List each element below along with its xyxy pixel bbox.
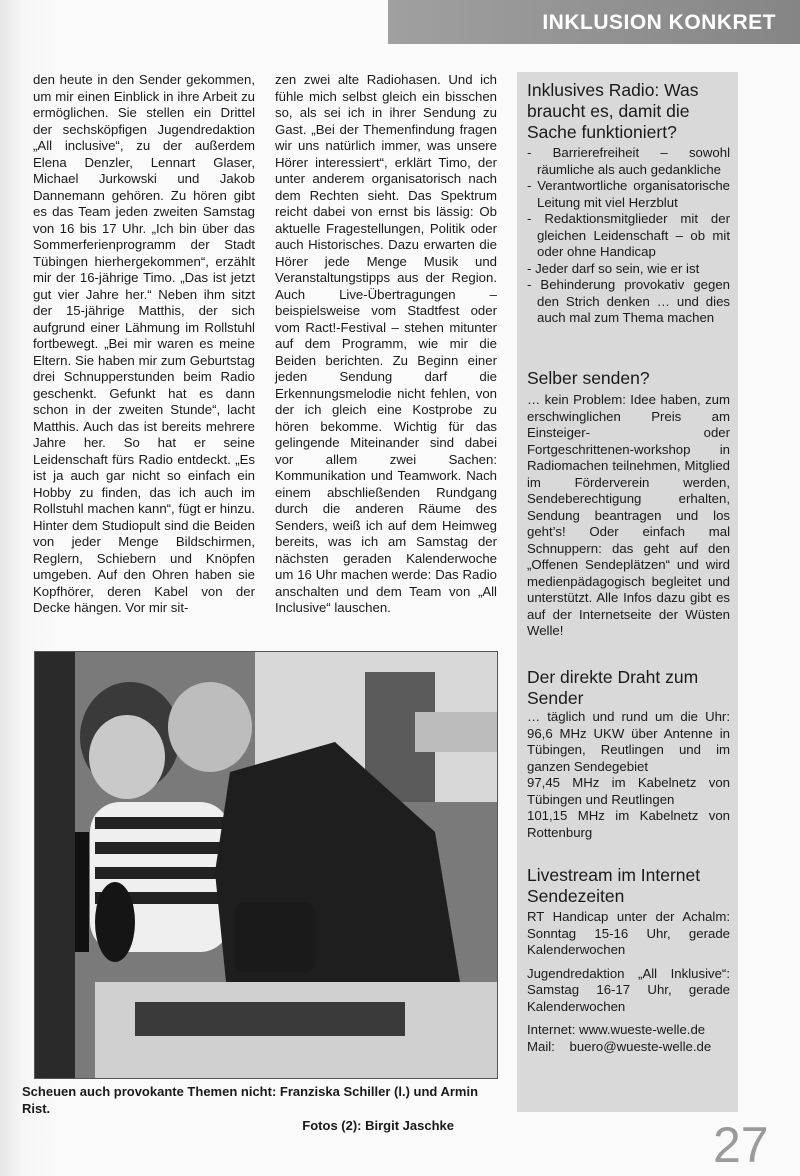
studio-photo	[34, 651, 498, 1079]
sidebar-schedule: RT Handicap unter der Achalm: Sonntag 15-16 Uhr, gerade Kalenderwochen	[527, 909, 730, 957]
photo-illustration	[35, 652, 497, 1078]
article-column-2	[275, 72, 497, 617]
info-sidebar	[517, 72, 738, 1112]
sidebar-frequency-line: 101,15 MHz im Kabelnetz von Rottenburg	[527, 808, 730, 840]
sidebar-schedule: Jugendredaktion „All Inklusive“: Samstag 16-17 Uhr, gerade Kalenderwochen	[527, 965, 730, 1014]
sidebar-heading: Livestream im Internet Sendezeiten	[527, 865, 701, 906]
page-number: 27	[713, 1117, 769, 1173]
article-text: den heute in den Sender gekommen, um mir einen Einblick in ihre Arbeit zu ermöglichen. Sie stellen ein Drittel der sechsköpfigen Jugendredaktion „All inclusive“, zu der außerdem Elena Denzler, Lennart Glaser, Michael Jurkowski und Jakob Dannemann gehören. Zu hören gibt es das Team jeden zweiten Samstag von 16 bis 17 Uhr. „Ich bin über das Sommerferienprogramm der Stadt Tübingen hierhergekommen“, erzählt mir der 16-jährige Timo. „Das ist jetzt gut vier Jahre her.“ Neben ihm sitzt der 15-jährige Matthis, der sich aufgrund einer Lähmung im Rollstuhl fortbewegt. „Bei mir waren es meine Eltern. Sie haben mir zum Geburtstag drei Schnupperstunden beim Radio geschenkt. Gefunkt hat es dann schon in der zweiten Stunde“, lacht Matthis. Auch das ist bereits mehrere Jahre her. So hat er seine Leidenschaft fürs Radio entdeckt. „Es ist ja auch gar nicht so einfach ein Hobby zu finden, das ich auch im Rollstuhl machen kann“, fügt er hinzu. Hinter dem Studiopult sind die Beiden von jeder Menge Bildschirmen, Reglern, Schiebern und Knöpfen umgeben. Auf den Ohren haben sie Kopfhörer, deren Kabel von der Decke hängen. Vor mir sit-	[33, 72, 255, 615]
sidebar-box-inclusive-radio	[527, 80, 730, 327]
list-item: - Redaktionsmitglieder mit der gleichen Leidenschaft – ob mit oder ohne Handicap	[527, 211, 730, 259]
list-item: - Verantwortliche organisatorische Leitung mit viel Herzblut	[527, 178, 730, 210]
list-item: - Behinderung provokativ gegen den Strich denken … und dies auch mal zum Thema machen	[527, 277, 730, 325]
sidebar-heading: Selber senden?	[527, 368, 650, 388]
sidebar-heading: Inklusives Radio: Was braucht es, damit die Sache funktioniert?	[527, 80, 699, 142]
article-text: zen zwei alte Radiohasen. Und ich fühle mich selbst gleich ein bisschen so, als sei ich in ihrer Sendung zu Gast. „Bei der Themenfindung fragen wir uns natürlich immer, was unsere Hörer interessiert“, erklärt Timo, der unter anderem organisatorisch nach dem Rechten sieht. Das Spektrum reicht dabei von ernst bis lässig: Ob aktuelle Fragestellungen, Politik oder auch Historisches. Dazu erwarten die Hörer jede Menge Musik und Veranstaltungstipps aus der Region. Auch Live-Übertragungen – beispielsweise vom Stadtfest oder vom Ract!-Festival – stehen mitunter auf dem Programm, wie mir die Beiden berichten. Zu Beginn einer jeden Sendung darf die Erkennungsmelodie nicht fehlen, von der ich gleich eine Kostprobe zu hören bekomme. Wichtig für das gelingende Miteinander sind dabei vor allem zwei Sachen: Kommunikation und Teamwork. Nach einem abschließenden Rundgang durch die anderen Räume des Senders, weiß ich auf dem Heimweg bereits, was ich am Samstag der nächsten geraden Kalenderwoche um 16 Uhr machen werde: Das Radio anschalten und dem Team von „All Inclusive“ lauschen.	[275, 72, 497, 615]
sidebar-body: … täglich und rund um die Uhr: 96,6 MHz UKW über Antenne in Tübingen, Reutlingen und im ganzen Sendegebiet	[527, 709, 730, 774]
caption-text: Scheuen auch provokante Themen nicht: Franziska Schiller (l.) und Armin Rist.	[22, 1084, 479, 1116]
sidebar-box-livestream	[527, 865, 730, 1055]
section-title: INKLUSION KONKRET	[542, 11, 776, 34]
section-header-band	[388, 0, 800, 44]
sidebar-heading: Der direkte Draht zum Sender	[527, 667, 699, 708]
list-item: - Barrierefreiheit – sowohl räumliche als auch gedankliche	[527, 145, 730, 177]
email-link[interactable]: Mail: buero@wueste-welle.de	[527, 1038, 712, 1054]
website-link[interactable]: Internet: www.wueste-welle.de	[527, 1022, 706, 1037]
sidebar-body: … kein Problem: Idee haben, zum erschwinglichen Preis am Einsteiger- oder Fortgeschrittenen-workshop in Radiomachen teilnehmen, Mitglied im Förderverein werden, Sendeberechtigung erhalten, Sendung beantragen und los geht’s! Oder einfach mal Schnuppern: das geht auf den „Offenen Sendeplätzen“ und wird medienpädagogisch begleitet und unterstützt. Alle Infos dazu gibt es auf der Internetseite der Wüsten Welle!	[527, 392, 730, 638]
sidebar-box-selber-senden	[527, 368, 730, 640]
photo-credit: Fotos (2): Birgit Jaschke	[302, 1118, 454, 1133]
article-column-1	[33, 72, 255, 617]
sidebar-frequency-line: 97,45 MHz im Kabelnetz von Tübingen und Reutlingen	[527, 775, 730, 807]
list-item: - Jeder darf so sein, wie er ist	[527, 260, 700, 276]
requirements-list	[527, 145, 730, 327]
sidebar-box-direkter-draht	[527, 667, 730, 841]
photo-caption	[22, 1083, 492, 1134]
